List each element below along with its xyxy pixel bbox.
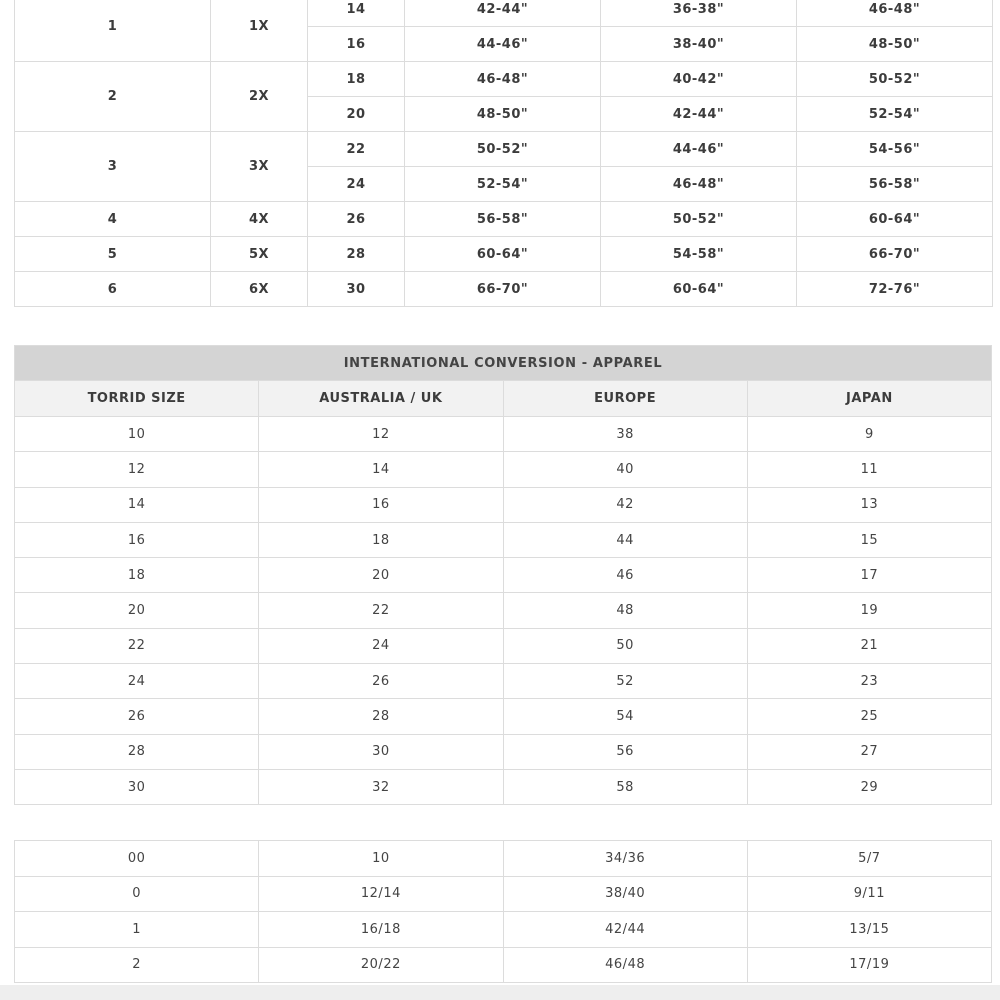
measure-cell: 46-48" [601,167,797,202]
size-cell: 16 [308,27,405,62]
table-cell: 11 [747,452,991,487]
table-cell: 50 [503,628,747,663]
table-cell: 26 [259,664,503,699]
table-cell: 17 [747,558,991,593]
table-row [15,202,993,237]
table-row [15,734,992,769]
table-cell: 20 [15,593,259,628]
table-row [15,664,992,699]
table-row [15,62,993,97]
table-cell: 27 [747,734,991,769]
measure-cell: 56-58" [797,167,993,202]
size-group-x: 2X [211,62,308,132]
table-row [15,876,992,912]
table-row [15,628,992,663]
table-cell: 2 [15,947,259,983]
table-cell: 17/19 [747,947,991,983]
size-group-x: 5X [211,237,308,272]
column-header: EUROPE [503,381,747,417]
table-cell: 38 [503,417,747,452]
size-group-number: 3 [15,132,211,202]
table-cell: 20/22 [259,947,503,983]
measure-cell: 42-44" [601,97,797,132]
table-cell: 10 [15,417,259,452]
table-cell: 13 [747,487,991,522]
size-group-number: 4 [15,202,211,237]
measure-cell: 54-58" [601,237,797,272]
measure-cell: 60-64" [405,237,601,272]
bottom-edge [0,985,1000,1000]
table-cell: 18 [259,522,503,557]
measure-cell: 66-70" [405,272,601,307]
measure-cell: 72-76" [797,272,993,307]
measure-cell: 50-52" [797,62,993,97]
table-row [15,593,992,628]
table-cell: 12 [259,417,503,452]
table-cell: 18 [15,558,259,593]
measure-cell: 50-52" [405,132,601,167]
size-equivalence-table [14,840,992,983]
table-cell: 9/11 [747,876,991,912]
table-cell: 00 [15,841,259,877]
table-row [15,487,992,522]
table-cell: 30 [259,734,503,769]
size-chart-table [14,0,993,307]
table-cell: 5/7 [747,841,991,877]
table-cell: 30 [15,769,259,804]
table-row [15,947,992,983]
measure-cell: 50-52" [601,202,797,237]
table-cell: 52 [503,664,747,699]
table-row [15,417,992,452]
table-row [15,841,992,877]
size-group-number: 5 [15,237,211,272]
size-group-x: 3X [211,132,308,202]
table-cell: 16 [15,522,259,557]
size-group-x: 4X [211,202,308,237]
table-cell: 12 [15,452,259,487]
measure-cell: 46-48" [405,62,601,97]
international-conversion-table [14,345,992,805]
table-row [15,912,992,948]
table-cell: 20 [259,558,503,593]
table-cell: 22 [15,628,259,663]
measure-cell: 46-48" [797,0,993,27]
table-cell: 42 [503,487,747,522]
table-cell: 12/14 [259,876,503,912]
table-row [15,558,992,593]
table-cell: 24 [259,628,503,663]
size-cell: 22 [308,132,405,167]
table-row [15,452,992,487]
table-cell: 1 [15,912,259,948]
table-row [15,699,992,734]
table-cell: 44 [503,522,747,557]
table-cell: 23 [747,664,991,699]
table-cell: 9 [747,417,991,452]
table-cell: 46 [503,558,747,593]
measure-cell: 44-46" [601,132,797,167]
table-cell: 15 [747,522,991,557]
table-cell: 48 [503,593,747,628]
measure-cell: 44-46" [405,27,601,62]
table-title-row [15,346,992,381]
table-cell: 38/40 [503,876,747,912]
table-cell: 0 [15,876,259,912]
table-header-row [15,381,992,417]
table-cell: 16 [259,487,503,522]
measure-cell: 48-50" [797,27,993,62]
measure-cell: 56-58" [405,202,601,237]
size-group-number: 6 [15,272,211,307]
table-cell: 29 [747,769,991,804]
size-cell: 14 [308,0,405,27]
table-row [15,237,993,272]
table-cell: 22 [259,593,503,628]
table-row [15,272,993,307]
table-cell: 32 [259,769,503,804]
table-cell: 40 [503,452,747,487]
table-cell: 14 [259,452,503,487]
size-group-number: 2 [15,62,211,132]
table-cell: 54 [503,699,747,734]
table-cell: 21 [747,628,991,663]
table-row [15,769,992,804]
table-cell: 25 [747,699,991,734]
table-cell: 28 [259,699,503,734]
table-cell: 42/44 [503,912,747,948]
table-cell: 28 [15,734,259,769]
table-cell: 46/48 [503,947,747,983]
table-cell: 19 [747,593,991,628]
size-cell: 20 [308,97,405,132]
table-cell: 13/15 [747,912,991,948]
measure-cell: 48-50" [405,97,601,132]
measure-cell: 42-44" [405,0,601,27]
measure-cell: 66-70" [797,237,993,272]
table-cell: 16/18 [259,912,503,948]
table-cell: 14 [15,487,259,522]
table-cell: 24 [15,664,259,699]
table-row [15,522,992,557]
measure-cell: 52-54" [405,167,601,202]
size-cell: 28 [308,237,405,272]
measure-cell: 38-40" [601,27,797,62]
size-cell: 18 [308,62,405,97]
column-header: TORRID SIZE [15,381,259,417]
measure-cell: 52-54" [797,97,993,132]
size-group-number: 1 [15,0,211,62]
table-row [15,132,993,167]
size-group-x: 1X [211,0,308,62]
measure-cell: 54-56" [797,132,993,167]
table-cell: 10 [259,841,503,877]
column-header: AUSTRALIA / UK [259,381,503,417]
measure-cell: 40-42" [601,62,797,97]
column-header: JAPAN [747,381,991,417]
table-cell: 26 [15,699,259,734]
table-title: INTERNATIONAL CONVERSION - APPAREL [15,346,992,381]
table-row [15,0,993,27]
measure-cell: 60-64" [601,272,797,307]
size-cell: 26 [308,202,405,237]
table-cell: 58 [503,769,747,804]
size-cell: 30 [308,272,405,307]
measure-cell: 36-38" [601,0,797,27]
table-cell: 56 [503,734,747,769]
size-group-x: 6X [211,272,308,307]
table-cell: 34/36 [503,841,747,877]
size-cell: 24 [308,167,405,202]
measure-cell: 60-64" [797,202,993,237]
